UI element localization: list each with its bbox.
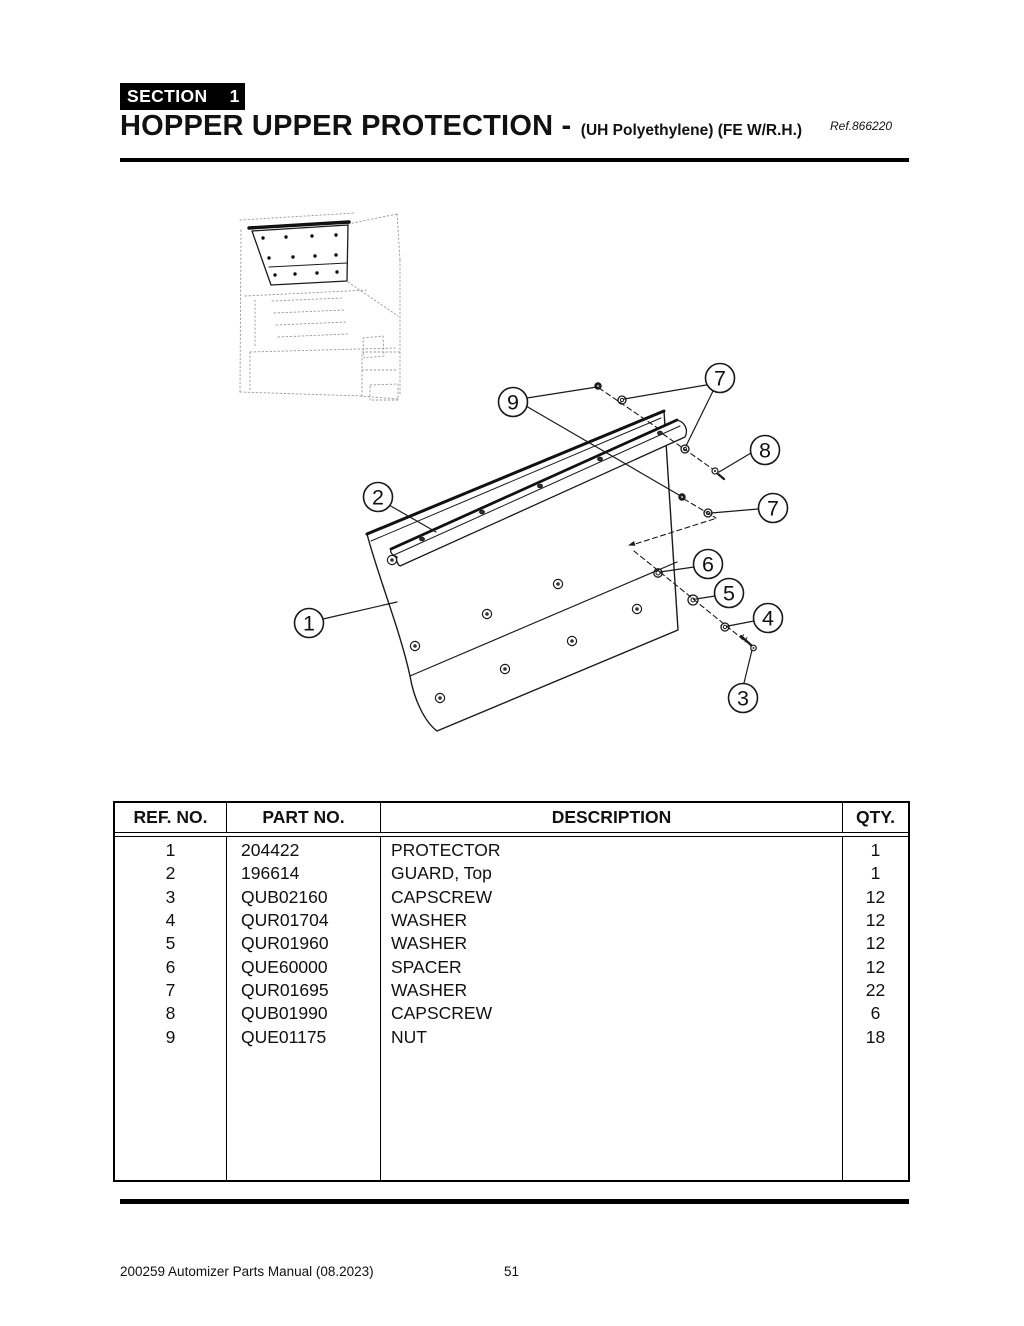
column-part-no [227,803,381,1180]
part-no-cell: QUR01695 [241,979,329,1000]
part-no-cell: QUB01990 [241,1003,328,1024]
part-no-cell: 196614 [241,863,300,884]
page-number: 51 [504,1264,520,1279]
nut-item9-top [595,383,602,390]
qty-cell: 12 [865,886,886,907]
part-no-cell: QUR01960 [241,933,329,954]
svg-text:5: 5 [723,581,735,606]
qty-cell: 12 [865,910,886,931]
description-cell: CAPSCREW [391,886,493,907]
ref-no-cell: 4 [165,910,176,931]
svg-text:3: 3 [737,686,749,711]
description-cell: NUT [391,1026,427,1047]
col-header-ref-no: REF. NO. [133,807,208,827]
header-rule [120,158,909,162]
parts-table [113,801,910,1182]
nut-item9-lower [679,494,686,501]
svg-text:4: 4 [762,606,774,631]
exploded-diagram [0,190,1024,780]
capscrew-item3 [741,635,756,651]
section-label: SECTION [127,86,208,106]
description-cell: WASHER [391,979,468,1000]
description-cell: WASHER [391,933,468,954]
part-no-cell: QUR01704 [241,910,329,931]
title-row [120,110,909,143]
callout-7-top [706,364,735,393]
table-header-divider [115,832,908,837]
page-subtitle: (UH Polyethylene) (FE W/R.H.) [580,122,803,139]
reference-number: Ref.866220 [830,119,893,133]
callout-8 [751,436,780,465]
part-no-cell: QUB02160 [241,886,328,907]
column-ref-no [115,803,227,1180]
qty-cell: 6 [870,1003,881,1024]
part-no-cell: QUE01175 [241,1026,327,1047]
callout-7-right [759,494,788,523]
ref-no-cell: 8 [165,1003,176,1024]
svg-text:8: 8 [759,438,771,463]
description-cell: PROTECTOR [391,840,501,861]
footer-manual-title: 200259 Automizer Parts Manual (08.2023) [120,1264,374,1279]
ref-no-cell: 2 [165,863,176,884]
column-qty [843,803,908,1180]
callout-1 [295,609,324,638]
qty-cell: 12 [865,956,886,977]
ref-no-cell: 9 [165,1026,176,1047]
footer-rule [120,1199,909,1204]
section-number: 1 [229,86,240,106]
callout-5 [715,579,744,608]
qty-cell: 22 [865,979,886,1000]
callout-3 [729,684,758,713]
callout-2 [364,483,393,512]
svg-text:7: 7 [714,366,726,391]
ref-no-cell: 5 [165,933,176,954]
qty-cell: 1 [870,840,881,861]
description-cell: SPACER [391,956,462,977]
description-cell: CAPSCREW [391,1003,493,1024]
col-header-description: DESCRIPTION [551,807,672,827]
qty-cell: 12 [865,933,886,954]
inset-protector-panel [249,222,349,285]
part-no-cell: 204422 [241,840,300,861]
svg-text:6: 6 [702,552,714,577]
col-header-qty: QTY. [856,807,895,827]
description-cell: GUARD, Top [391,863,492,884]
callout-4 [754,604,783,633]
ref-no-cell: 7 [165,979,176,1000]
ref-no-cell: 6 [165,956,176,977]
washer-item7-top [618,396,626,404]
svg-text:9: 9 [507,390,519,415]
svg-text:7: 7 [767,496,779,521]
page-title: HOPPER UPPER PROTECTION - [120,110,572,142]
qty-cell: 1 [870,863,881,884]
qty-cell: 18 [865,1026,886,1047]
svg-text:1: 1 [303,611,315,636]
ref-no-cell: 1 [165,840,176,861]
svg-text:2: 2 [372,485,384,510]
description-cell: WASHER [391,910,468,931]
callout-9 [499,388,528,417]
col-header-part-no: PART NO. [262,807,345,827]
part-no-cell: QUE60000 [241,956,328,977]
callout-6 [694,550,723,579]
ref-no-cell: 3 [165,886,176,907]
column-description [381,803,843,1180]
washer-item5 [688,595,698,605]
section-badge [120,83,245,110]
